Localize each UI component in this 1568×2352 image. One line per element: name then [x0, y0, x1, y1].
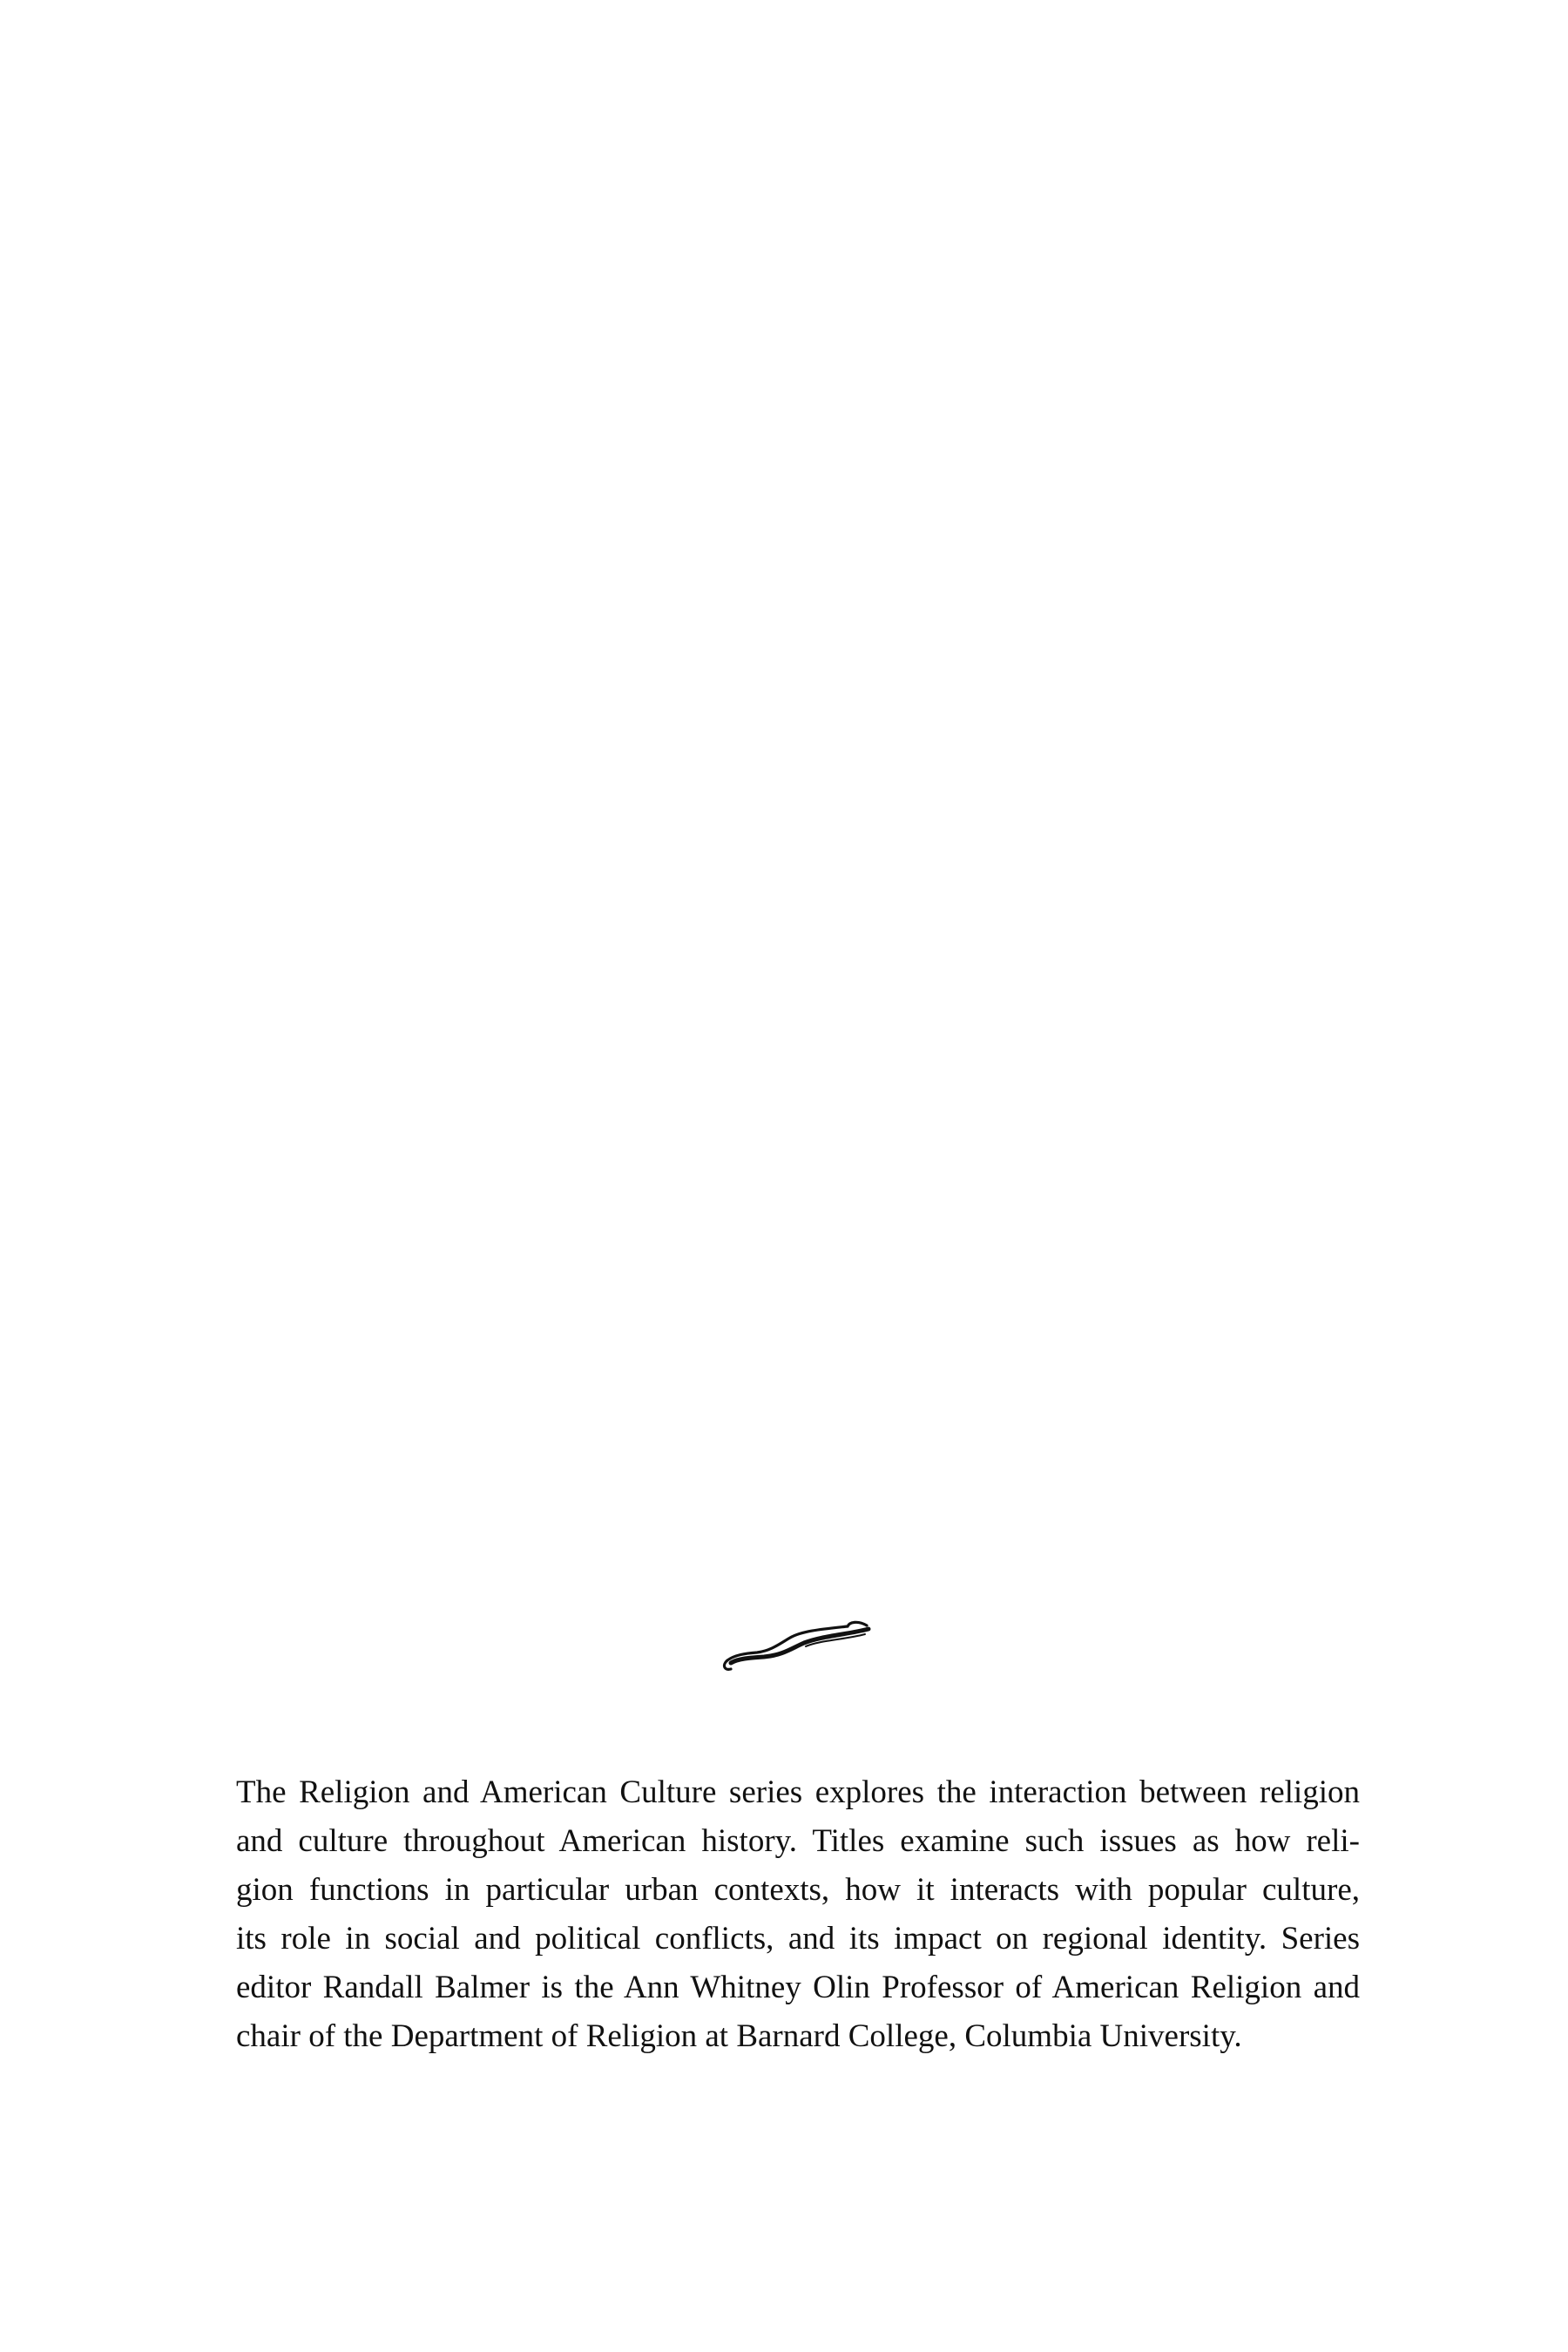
- text-line: editor Randall Balmer is the Ann Whitney Olin Professor of American Religion and: [236, 1970, 1360, 2005]
- text-line: and culture throughout American history. Titles examine such issues as how reli-: [236, 1823, 1360, 1859]
- text-line: chair of the Department of Religion at Barnard College, Columbia University.: [236, 2018, 1242, 2054]
- swash-flourish-icon: [719, 1613, 875, 1674]
- text-line: gion functions in particular urban contexts, how it interacts with popular culture,: [236, 1872, 1360, 1908]
- text-line: its role in social and political conflicts, and its impact on regional identity. Series: [236, 1921, 1360, 1957]
- text-line: The Religion and American Culture series explores the interaction between religion: [236, 1774, 1360, 1810]
- series-description: [236, 1768, 1360, 2061]
